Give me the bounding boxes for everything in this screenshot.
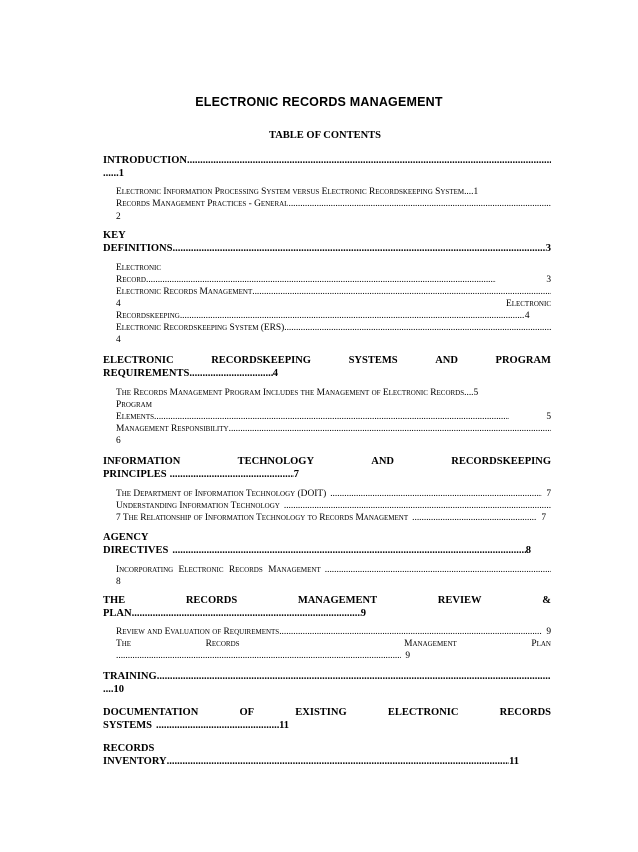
toc-entry-page: 3 — [545, 243, 551, 254]
toc-subentry-page: ....1 — [464, 187, 479, 197]
leader-dots — [172, 242, 545, 255]
leader-dots — [168, 544, 525, 557]
toc-entry-label: DIRECTIVES — [103, 545, 169, 556]
toc-subentry-label: The Records Management Program Includes the Management of Electronic Records — [116, 388, 465, 398]
toc-subentry-rm-program[interactable] — [116, 387, 551, 399]
toc-subentry-electronic-record[interactable] — [116, 274, 551, 286]
toc-subentry-review-evaluation[interactable] — [116, 626, 551, 638]
toc-subentry-rm-practices[interactable] — [116, 198, 551, 210]
toc-entry-page: 11 — [279, 720, 289, 731]
leader-dots — [280, 500, 551, 512]
leader-dots — [187, 154, 551, 167]
toc-word: The — [116, 639, 132, 649]
toc-word: RECORDSKEEPING — [211, 355, 311, 366]
toc-subentry-mgmt-responsibility[interactable] — [116, 423, 551, 435]
leader-dots — [189, 367, 272, 380]
toc-entry-agency-label[interactable]: AGENCY — [103, 532, 149, 543]
toc-subentry-label: Electronic Information Processing System versus Electronic Recordskeeping System — [116, 187, 465, 197]
toc-word: SYSTEMS — [348, 355, 398, 366]
toc-entry-page: 4 — [272, 368, 278, 379]
toc-subentry-label: Electronic Recordskeeping System (ERS) — [116, 323, 285, 333]
toc-subentry-label: Understanding Information Technology — [116, 501, 280, 511]
toc-word: PROGRAM — [495, 355, 551, 366]
leader-dots — [154, 411, 509, 423]
toc-subentry-label: Review and Evaluation of Requirements — [116, 627, 280, 637]
toc-subentry-page: 8 — [116, 577, 121, 587]
toc-subentry-eips-vs-erks[interactable] — [116, 186, 551, 198]
toc-subentry-it-rm-relationship[interactable] — [116, 512, 546, 524]
toc-subentry-page: 3 — [546, 275, 551, 285]
toc-subentry-erm-page-row — [116, 298, 551, 310]
document-title: ELECTRONIC RECORDS MANAGEMENT — [195, 95, 443, 109]
toc-subentry-page: 7 — [541, 513, 546, 523]
toc-subentry-page: ....5 — [464, 388, 479, 398]
leader-dots — [167, 755, 509, 768]
toc-subentry-page: 4 — [524, 311, 530, 321]
toc-word: Records — [205, 639, 240, 649]
toc-word: THE — [103, 595, 126, 606]
leader-dots — [326, 488, 542, 500]
leader-dots — [284, 322, 551, 334]
toc-entry-ers-requirements[interactable] — [103, 354, 551, 367]
leader-dots — [229, 423, 551, 435]
toc-subentry-label: Recordskeeping — [116, 311, 180, 321]
toc-entry-label: REQUIREMENTS — [103, 368, 190, 379]
toc-subentry-understanding-it[interactable] — [116, 500, 551, 512]
toc-entry-introduction[interactable] — [103, 154, 551, 167]
toc-subentry-ers[interactable] — [116, 322, 551, 334]
toc-word: ELECTRONIC — [103, 355, 174, 366]
leader-dots — [321, 564, 551, 576]
leader-dots — [408, 512, 537, 524]
leader-dots — [116, 650, 401, 662]
toc-subentry-label: Incorporating Electronic Records Management — [116, 565, 321, 575]
toc-subentry-rm-plan[interactable] — [116, 638, 551, 650]
toc-word: & — [542, 595, 551, 606]
leader-dots — [288, 198, 551, 210]
toc-entry-label: TRAINING — [103, 671, 157, 682]
toc-entry-it-principles-cont[interactable] — [103, 468, 299, 481]
toc-entry-documentation-cont[interactable] — [103, 719, 289, 732]
leader-dots — [279, 626, 542, 638]
toc-subentry-program-elements[interactable] — [116, 411, 551, 423]
toc-entry-label: INVENTORY — [103, 756, 167, 767]
leader-dots — [146, 274, 496, 286]
toc-entry-key-label[interactable]: KEY — [103, 230, 126, 241]
toc-subentry-label: Management Responsibility — [116, 424, 229, 434]
toc-entry-training[interactable] — [103, 670, 551, 683]
toc-subentry-page: 4 — [116, 335, 121, 345]
toc-subentry-label: 7 The Relationship of Information Technology to Records Management — [116, 513, 409, 523]
toc-entry-review-plan-cont[interactable] — [103, 607, 366, 620]
toc-entry-ers-requirements-cont[interactable] — [103, 367, 278, 380]
toc-subentry-recordskeeping[interactable] — [116, 310, 551, 322]
toc-subentry-page: 9 — [546, 627, 551, 637]
toc-word: Plan — [531, 639, 551, 649]
toc-entry-label: DEFINITIONS — [103, 243, 173, 254]
toc-word: REVIEW — [437, 595, 482, 606]
toc-word: ELECTRONIC — [387, 707, 459, 718]
toc-subentry-page: 4 — [116, 299, 121, 309]
toc-subentry-page: 5 — [546, 412, 551, 422]
toc-subentry-label: Elements — [116, 412, 155, 422]
toc-entry-documentation[interactable] — [103, 706, 551, 719]
toc-subentry-label[interactable]: Program — [116, 400, 152, 410]
toc-entry-page: 7 — [293, 469, 299, 480]
toc-entry-records-label[interactable]: RECORDS — [103, 743, 155, 754]
leader-dots — [167, 468, 294, 481]
toc-entry-it-principles[interactable] — [103, 455, 551, 468]
leader-dots — [152, 719, 279, 732]
toc-entry-agency-directives[interactable] — [103, 544, 531, 557]
toc-subentry-incorporating-erm[interactable] — [116, 564, 551, 576]
toc-entry-label: SYSTEMS — [103, 720, 153, 731]
toc-entry-page: 8 — [525, 545, 531, 556]
toc-word: TECHNOLOGY — [237, 456, 315, 467]
toc-entry-label: PRINCIPLES — [103, 469, 167, 480]
toc-subentry-doit[interactable] — [116, 488, 551, 500]
toc-subentry-erm[interactable] — [116, 286, 551, 298]
toc-subentry-page: 2 — [116, 212, 121, 222]
toc-entry-records-inventory[interactable] — [103, 755, 519, 768]
toc-word: INFORMATION — [103, 456, 181, 467]
toc-word: DOCUMENTATION — [103, 707, 199, 718]
toc-subentry-label: Record — [116, 275, 146, 285]
toc-word: MANAGEMENT — [297, 595, 378, 606]
toc-word: Management — [404, 639, 457, 649]
leader-dots — [180, 310, 525, 322]
toc-entry-page: 11 — [509, 756, 519, 767]
toc-subentry-label: The Department of Information Technology (DOIT) — [116, 489, 327, 499]
toc-subentry-page: 9 — [405, 651, 410, 661]
leader-dots — [132, 607, 361, 620]
toc-subentry-label: Electronic — [505, 299, 551, 309]
toc-subentry-label: Electronic Records Management — [116, 287, 253, 297]
toc-word: OF — [239, 707, 255, 718]
toc-subentry-page: 6 — [116, 436, 121, 446]
toc-entry-page: ......1 — [103, 168, 124, 179]
toc-word: RECORDSKEEPING — [451, 456, 551, 467]
toc-entry-label: INTRODUCTION — [103, 155, 188, 166]
toc-heading: TABLE OF CONTENTS — [268, 130, 382, 141]
toc-entry-page: 9 — [360, 608, 366, 619]
toc-word: RECORDS — [499, 707, 551, 718]
toc-subentry-rm-plan-cont[interactable] — [116, 650, 410, 662]
toc-entry-label: PLAN — [103, 608, 132, 619]
toc-word: AND — [371, 456, 395, 467]
toc-subentry-label[interactable]: Electronic — [116, 263, 162, 273]
toc-entry-key-definitions[interactable] — [103, 242, 551, 255]
toc-subentry-page: 7 — [546, 489, 551, 499]
leader-dots — [157, 670, 551, 683]
toc-entry-review-plan[interactable] — [103, 594, 551, 607]
toc-entry-page: ....10 — [103, 684, 124, 695]
toc-subentry-label: Records Management Practices - General — [116, 199, 289, 209]
toc-word: RECORDS — [185, 595, 238, 606]
toc-word: EXISTING — [295, 707, 347, 718]
leader-dots — [252, 286, 551, 298]
toc-word: AND — [435, 355, 458, 366]
